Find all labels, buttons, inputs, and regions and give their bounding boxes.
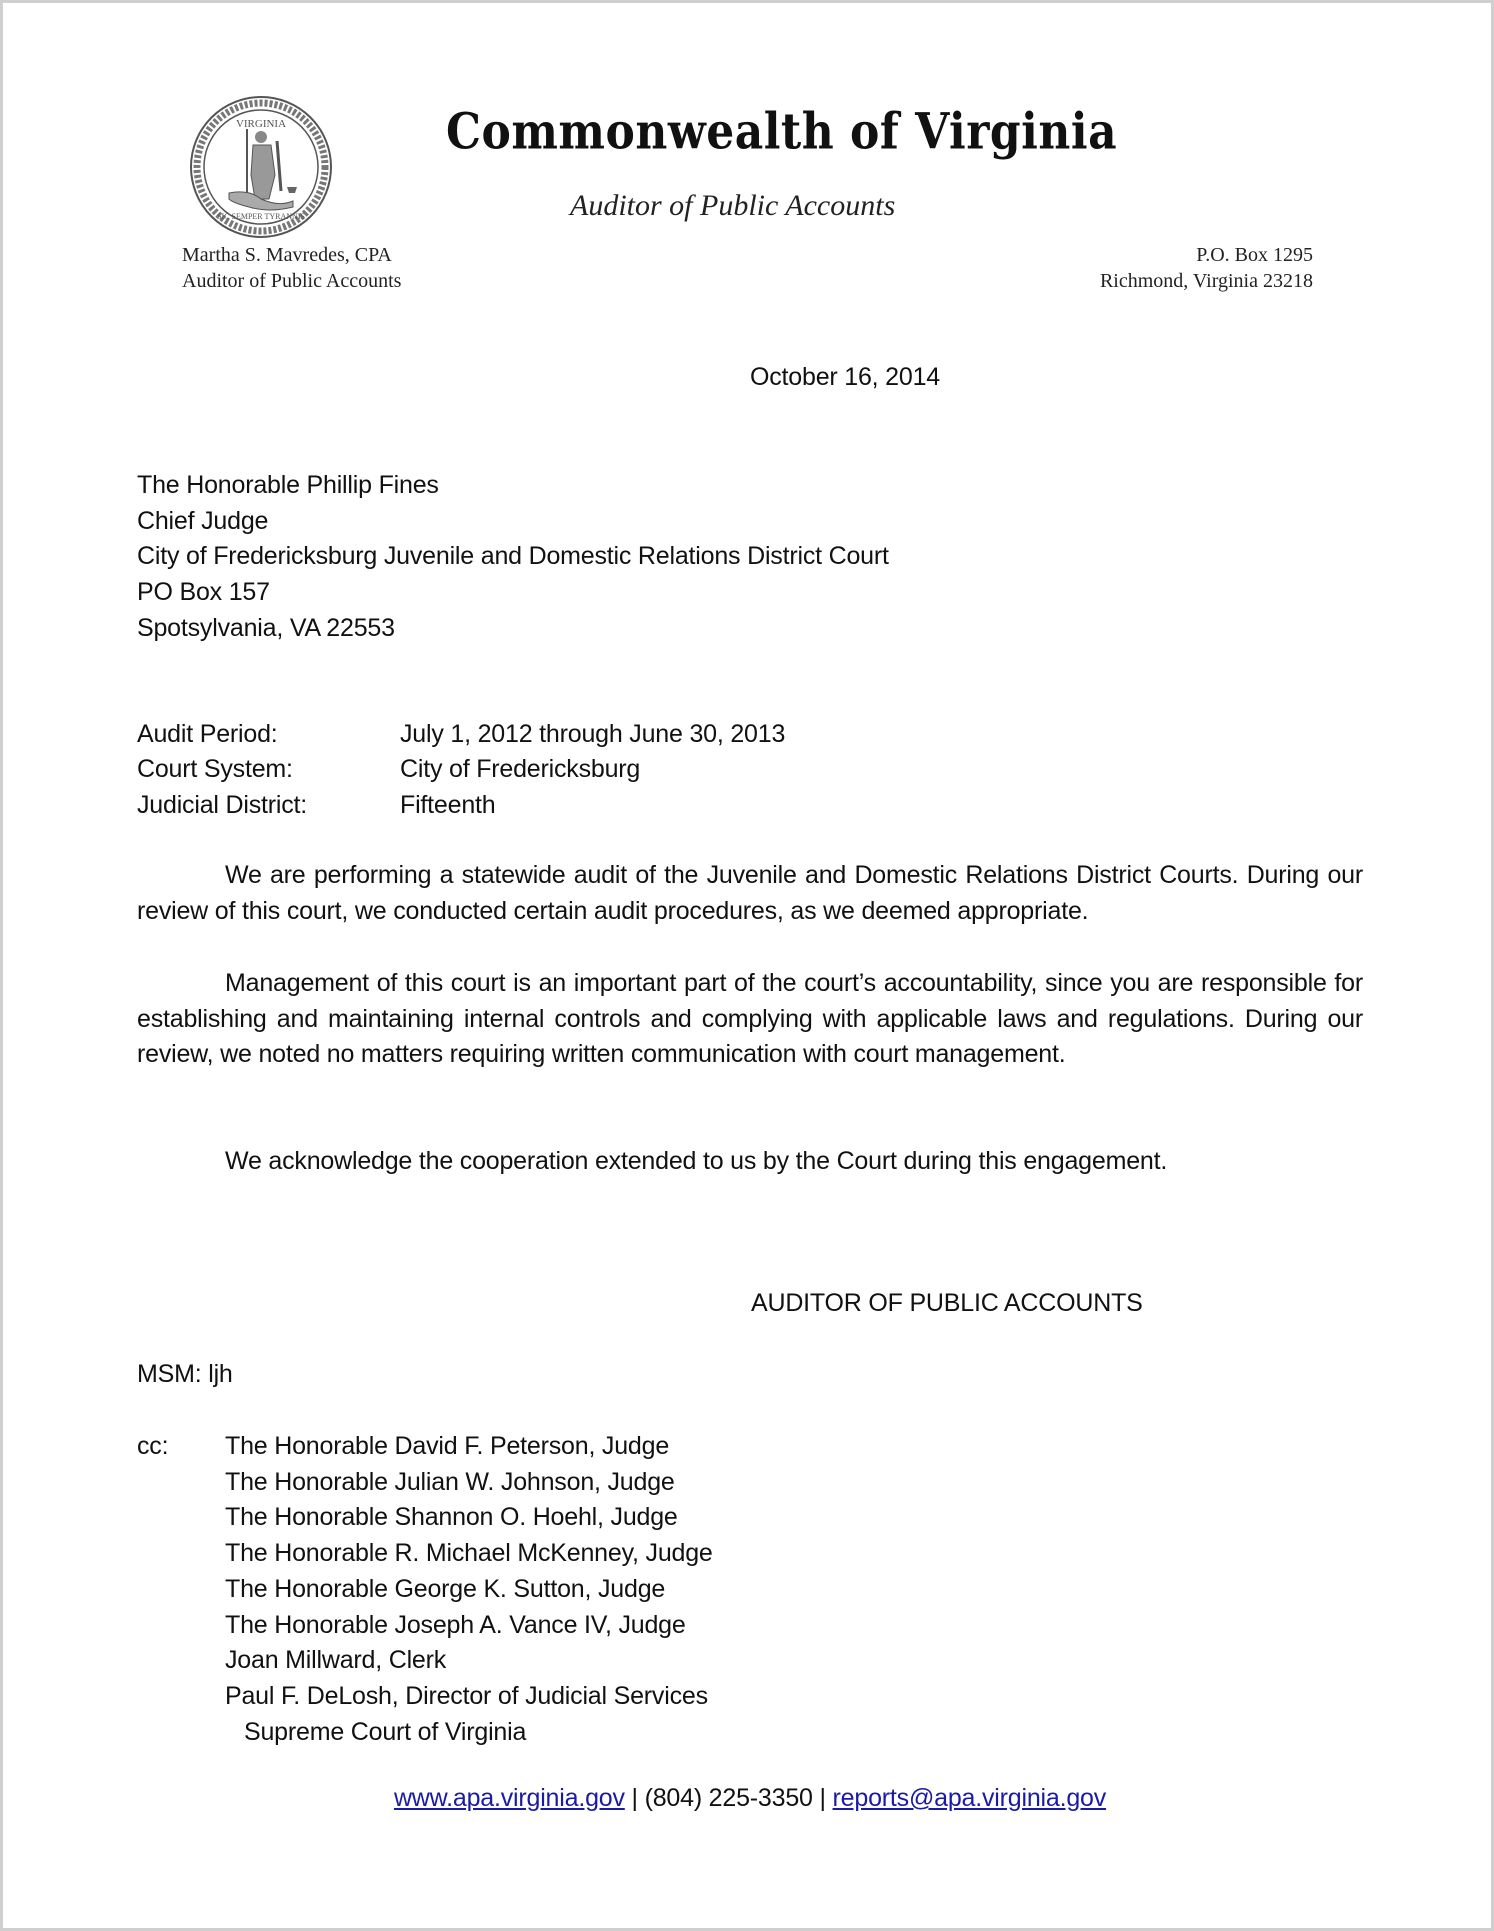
signature-block: AUDITOR OF PUBLIC ACCOUNTS [751, 1289, 1143, 1317]
auditor-title: Auditor of Public Accounts [182, 270, 402, 292]
cc-recipient: The Honorable Shannon O. Hoehl, Judge [225, 1503, 678, 1531]
svg-text:VIRGINIA: VIRGINIA [235, 118, 287, 130]
recipient-line: Chief Judge [137, 507, 269, 535]
website-link[interactable]: www.apa.virginia.gov [393, 1784, 625, 1812]
footer-separator: | [631, 1784, 638, 1812]
cc-recipient: Joan Millward, Clerk [225, 1646, 447, 1674]
body-paragraph-1 [137, 858, 1363, 929]
court-system-label: Court System: [137, 755, 293, 783]
email-link[interactable]: reports@apa.virginia.gov [832, 1784, 1107, 1812]
cc-recipient-affiliation: Supreme Court of Virginia [244, 1718, 527, 1746]
auditor-name: Martha S. Mavredes, CPA [182, 244, 392, 266]
po-box: P.O. Box 1295 [1196, 244, 1313, 266]
body-paragraph-2 [137, 966, 1363, 1073]
footer [3, 1781, 1494, 1815]
cc-recipient: The Honorable R. Michael McKenney, Judge [225, 1539, 713, 1567]
svg-text:SIC SEMPER TYRANNIS: SIC SEMPER TYRANNIS [217, 212, 305, 221]
paragraph-text: Management of this court is an important part of the court’s accountability, since you are responsible for establishing and maintaining internal controls and complying with applicable laws and regulations. During our review, we noted no matters requiring written communication with court management. [137, 969, 1363, 1069]
virginia-seal-icon [189, 95, 333, 239]
body-paragraph-3 [137, 1144, 1363, 1180]
cc-label: cc: [137, 1432, 169, 1460]
audit-period-label: Audit Period: [137, 720, 278, 748]
audit-period-value: July 1, 2012 through June 30, 2013 [400, 720, 786, 748]
paragraph-text: We are performing a statewide audit of the Juvenile and Domestic Relations District Courts. During our review of this court, we conducted certain audit procedures, as we deemed appropriate. [137, 861, 1363, 925]
letterhead-title: Commonwealth of Virginia [446, 103, 1118, 162]
cc-recipient: Paul F. DeLosh, Director of Judicial Services [225, 1682, 708, 1710]
reference-initials: MSM: ljh [137, 1360, 233, 1388]
phone-number: (804) 225-3350 [644, 1784, 813, 1812]
city-state-zip: Richmond, Virginia 23218 [1099, 270, 1313, 292]
footer-separator: | [819, 1784, 826, 1812]
letterhead-subtitle: Auditor of Public Accounts [570, 189, 896, 222]
judicial-district-label: Judicial District: [137, 791, 308, 819]
recipient-line: PO Box 157 [137, 578, 270, 606]
cc-recipient: The Honorable Julian W. Johnson, Judge [225, 1468, 675, 1496]
court-system-value: City of Fredericksburg [400, 755, 641, 783]
cc-recipient: The Honorable David F. Peterson, Judge [225, 1432, 670, 1460]
recipient-line: Spotsylvania, VA 22553 [137, 614, 395, 642]
recipient-line: The Honorable Phillip Fines [137, 471, 439, 499]
judicial-district-value: Fifteenth [400, 791, 496, 819]
letter-date: October 16, 2014 [750, 363, 940, 391]
recipient-line: City of Fredericksburg Juvenile and Domestic Relations District Court [137, 542, 889, 570]
cc-recipient: The Honorable Joseph A. Vance IV, Judge [225, 1611, 686, 1639]
cc-recipient: The Honorable George K. Sutton, Judge [225, 1575, 666, 1603]
paragraph-text: We acknowledge the cooperation extended to us by the Court during this engagement. [225, 1147, 1168, 1175]
